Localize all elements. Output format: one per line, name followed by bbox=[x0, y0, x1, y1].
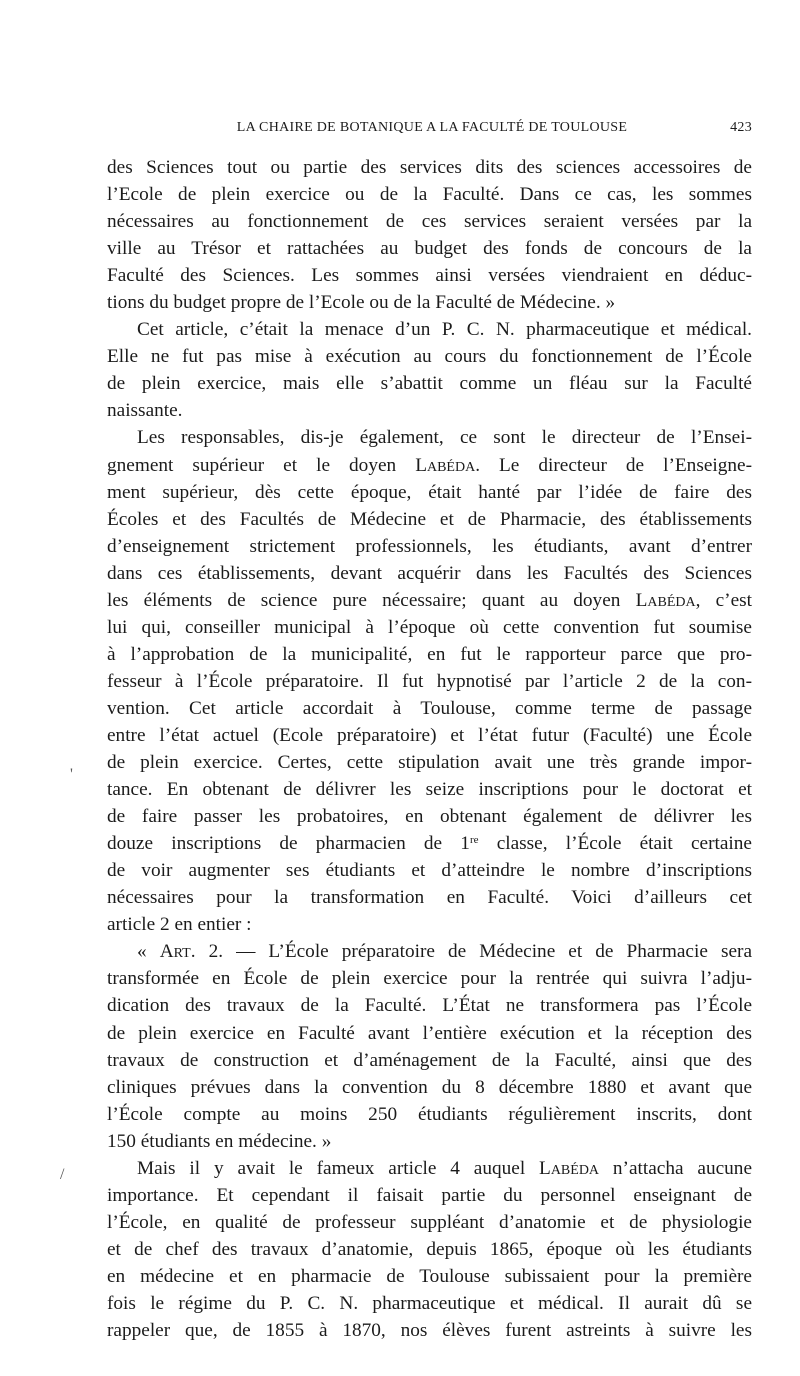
paragraph bbox=[107, 316, 752, 424]
text-line: les éléments de science pure nécessaire; quant au doyen Labéda, c’est bbox=[107, 589, 753, 611]
text-line: article 2 en entier : bbox=[107, 914, 252, 936]
small-caps-name: Art bbox=[159, 941, 191, 963]
paragraph bbox=[107, 424, 752, 938]
superscript: re bbox=[469, 834, 479, 847]
text-line: transformée en École de plein exercice pour la rentrée qui suivra l’adju- bbox=[107, 968, 752, 990]
paragraph bbox=[107, 1155, 752, 1344]
page-number: 423 bbox=[730, 120, 752, 135]
text-line: de plein exercice. Certes, cette stipulation avait une très grande impor- bbox=[107, 752, 752, 774]
text-line: « Art. 2. — L’École préparatoire de Médecine et de Pharmacie sera bbox=[137, 941, 752, 963]
text-line: dans ces établissements, devant acquérir dans les Facultés des Sciences bbox=[107, 562, 752, 584]
text-line: en médecine et en pharmacie de Toulouse subissaient pour la première bbox=[107, 1265, 752, 1287]
text-line: Faculté des Sciences. Les sommes ainsi versées viendraient en déduc- bbox=[107, 265, 752, 287]
running-head bbox=[112, 120, 752, 142]
text-line: à l’approbation de la municipalité, en fut le rapporteur parce que pro- bbox=[107, 643, 752, 665]
body-text bbox=[107, 154, 752, 1344]
text-line: ville au Trésor et rattachées au budget des fonds de concours de la bbox=[107, 238, 752, 260]
text-line: de voir augmenter ses étudiants et d’atteindre le nombre d’inscriptions bbox=[107, 860, 752, 882]
text-line: l’Ecole de plein exercice ou de la Faculté. Dans ce cas, les sommes bbox=[107, 184, 752, 206]
text-line: entre l’état actuel (Ecole préparatoire) et l’état futur (Faculté) une École bbox=[107, 724, 752, 746]
margin-mark: ' bbox=[70, 766, 73, 783]
paragraph bbox=[107, 938, 752, 1154]
text-line: de plein exercice, mais elle s’abattit comme un fléau sur la Faculté bbox=[107, 373, 752, 395]
text-line: l’École, en qualité de professeur suppléant d’anatomie et de physiologie bbox=[107, 1211, 752, 1233]
text-line: Mais il y avait le fameux article 4 auquel Labéda n’attacha aucune bbox=[137, 1157, 753, 1179]
text-line: naissante. bbox=[107, 400, 183, 422]
text-line: dication des travaux de la Faculté. L’État ne transformera pas l’École bbox=[107, 995, 752, 1017]
text-line: Les responsables, dis-je également, ce sont le directeur de l’Ensei- bbox=[137, 427, 752, 449]
text-line: nécessaires pour la transformation en Faculté. Voici d’ailleurs cet bbox=[107, 887, 752, 909]
text-line: gnement supérieur et le doyen Labéda. Le directeur de l’Enseigne- bbox=[107, 454, 753, 476]
text-line: ment supérieur, dès cette époque, était hanté par l’idée de faire des bbox=[107, 481, 752, 503]
text-line: douze inscriptions de pharmacien de 1re classe, l’École était certaine bbox=[107, 833, 752, 855]
text-line: tions du budget propre de l’Ecole ou de la Faculté de Médecine. » bbox=[107, 292, 616, 314]
text-line: cliniques prévues dans la convention du 8 décembre 1880 et avant que bbox=[107, 1076, 752, 1098]
text-line: Elle ne fut pas mise à exécution au cours du fonctionnement de l’École bbox=[107, 346, 752, 368]
paragraph bbox=[107, 154, 752, 316]
text-line: d’enseignement strictement professionnels, les étudiants, avant d’entrer bbox=[107, 535, 752, 557]
small-caps-name: Labéda bbox=[635, 589, 696, 611]
text-line: vention. Cet article accordait à Toulouse, comme terme de passage bbox=[107, 697, 752, 719]
running-title: LA CHAIRE DE BOTANIQUE A LA FACULTÉ DE TOULOUSE bbox=[236, 120, 628, 135]
margin-mark: / bbox=[60, 1166, 65, 1183]
text-line: des Sciences tout ou partie des services dits des sciences accessoires de bbox=[107, 157, 752, 178]
text-line: de faire passer les probatoires, en obtenant également de délivrer les bbox=[107, 806, 752, 828]
text-line: lui qui, conseiller municipal à l’époque où cette convention fut soumise bbox=[107, 616, 752, 638]
text-line: tance. En obtenant de délivrer les seize inscriptions pour le doctorat et bbox=[107, 779, 752, 801]
text-line: travaux de construction et d’aménagement de la Faculté, ainsi que des bbox=[107, 1049, 752, 1071]
small-caps-name: Labéda bbox=[539, 1157, 600, 1179]
text-line: 150 étudiants en médecine. » bbox=[107, 1130, 332, 1152]
text-line: Cet article, c’était la menace d’un P. C. N. pharmaceutique et médical. bbox=[137, 319, 752, 341]
text-line: et de chef des travaux d’anatomie, depuis 1865, époque où les étudiants bbox=[107, 1238, 752, 1260]
text-line: l’École compte au moins 250 étudiants régulièrement inscrits, dont bbox=[107, 1103, 752, 1125]
text-line: fois le régime du P. C. N. pharmaceutique et médical. Il aurait dû se bbox=[107, 1292, 752, 1314]
text-line: de plein exercice en Faculté avant l’entière exécution et la réception des bbox=[107, 1022, 752, 1044]
text-line: importance. Et cependant il faisait partie du personnel enseignant de bbox=[107, 1184, 752, 1206]
text-line: Écoles et des Facultés de Médecine et de Pharmacie, des établissements bbox=[107, 508, 752, 530]
text-line: fesseur à l’École préparatoire. Il fut hypnotisé par l’article 2 de la con- bbox=[107, 670, 752, 692]
small-caps-name: Labéda bbox=[415, 454, 476, 476]
text-line: rappeler que, de 1855 à 1870, nos élèves furent astreints à suivre les bbox=[107, 1320, 752, 1342]
text-line: nécessaires au fonctionnement de ces services seraient versées par la bbox=[107, 211, 752, 233]
